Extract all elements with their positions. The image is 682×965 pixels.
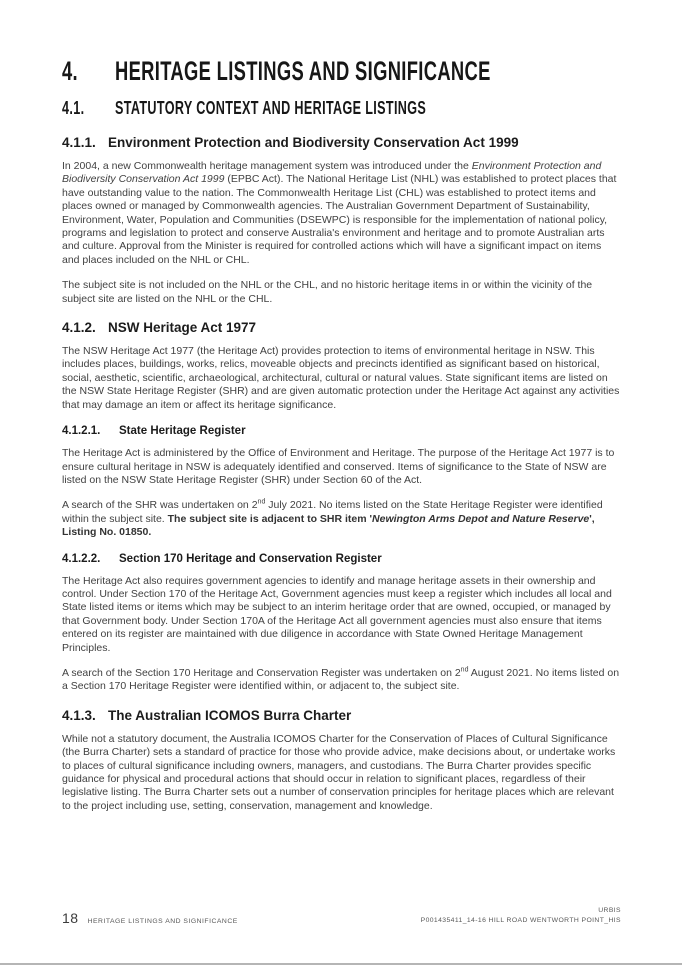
subsection-title: The Australian ICOMOS Burra Charter (108, 707, 352, 723)
subsection-number: 4.1.2.1. (62, 425, 101, 438)
italic-act-title: Environment Protection and Biodiversity Conservation Act 1999 (62, 160, 602, 186)
paragraph-413-1: While not a statutory document, the Australia ICOMOS Charter for the Conservation of Places of Cultural Significance (the Burra Charter) sets a standard of practice for those who provide advice, make decisions about, or undertake works to places of cultural significance including owners, managers, and custodians. The Burra Charter provides specific guidance for physical and procedural actions that should occur in relation to significant places, regardless of their legislative listing. The Burra Charter sets out a number of conservation principles for heritage places which are relevant to the project including use, setting, conservation, management and knowledge. (62, 732, 616, 812)
footer-right (421, 906, 621, 926)
chapter-number: 4. (62, 56, 79, 86)
footer-left (62, 910, 238, 926)
subsection-heading-4121 (62, 424, 621, 439)
subsection-heading-411 (62, 134, 621, 151)
subsection-number: 4.1.1. (62, 135, 96, 150)
subsection-number: 4.1.2. (62, 320, 96, 336)
ordinal-superscript: nd (257, 498, 266, 506)
subsection-number: 4.1.2.2. (62, 552, 101, 565)
bold-statement: The subject site is adjacent to SHR item 'Newington Arms Depot and Nature Reserve', Listing No. 01850. (62, 512, 595, 539)
paragraph-412-1: The NSW Heritage Act 1977 (the Heritage Act) provides protection to items of environmental heritage in NSW. This includes places, buildings, works, relics, moveable objects and precincts identified as significant based on historical, social, aesthetic, scientific, archaeological, architectural, cultural or natural values. State significant items are listed on the NSW State Heritage Register (SHR) and are given automatic protection under the Heritage Act against any activities that may damage an item or affect its heritage significance. (62, 345, 620, 411)
paragraph-411-1: In 2004, a new Commonwealth heritage management system was introduced under the Environment Protection and Biodiversity Conservation Act 1999 (EPBC Act). The National Heritage List (NHL) was established to protect places that have outstanding value to the nation. The Commonwealth Heritage List (CHL) was established to protect items and places owned or managed by Commonwealth agencies. The Australian Government Department of Sustainability, Environment, Water, Population and Communities (DSEWPC) is responsible for the implementation of national policy, programs and legislation to protect and conserve Australia's environment and heritage and to promote Australian arts and culture. Approval from the Minister is required for controlled actions which will have a significant impact on items and places included on the NHL or CHL. (62, 160, 617, 266)
subsection-heading-413 (62, 707, 621, 724)
shr-item-name: Newington Arms Depot and Nature Reserve (372, 512, 590, 525)
subsection-number: 4.1.3. (62, 707, 96, 723)
subsection-title: NSW Heritage Act 1977 (108, 320, 257, 336)
page-footer (62, 906, 621, 926)
page-content (62, 56, 621, 825)
ordinal-superscript: nd (460, 666, 469, 674)
chapter-heading (62, 56, 621, 91)
paragraph-411-2: The subject site is not included on the NHL or the CHL, and no historic heritage items in or within the vicinity of the subject site are listed on the NHL or the CHL. (62, 279, 593, 305)
paragraph-4121-1: The Heritage Act is administered by the Office of Environment and Heritage. The purpose of the Heritage Act 1977 is to ensure cultural heritage in NSW is adequately identified and conserved. Items of significance to the State of NSW are listed on the NSW State Heritage Register (SHR) under Section 60 of the Act. (62, 447, 615, 486)
page-number: 18 (62, 910, 79, 926)
subsection-heading-412 (62, 319, 621, 336)
chapter-title: HERITAGE LISTINGS AND SIGNIFICANCE (115, 56, 491, 86)
section-number: 4.1. (62, 98, 85, 118)
paragraph-4122-2: A search of the Section 170 Heritage and Conservation Register was undertaken on 2nd August 2021. No items listed on a Section 170 Heritage Register were identified within, or adjacent to, the subject site. (62, 666, 620, 693)
paragraph-4122-1: The Heritage Act also requires government agencies to identify and manage heritage assets in their ownership and control. Under Section 170 of the Heritage Act, Government agencies must keep a register which includes all local and State listed items or items which may be subject to an interim heritage order that are owned, occupied, or managed by that Government body. Under Section 170A of the Heritage Act all government agencies must also ensure that items entered on its register are maintained with due diligence in accordance with State Owned Heritage Management Principles. (62, 574, 612, 654)
footer-section-label: HERITAGE LISTINGS AND SIGNIFICANCE (87, 918, 238, 925)
footer-brand: URBIS (598, 907, 621, 914)
subsection-heading-4122 (62, 552, 621, 567)
section-title: STATUTORY CONTEXT AND HERITAGE LISTINGS (115, 98, 427, 118)
subsection-title: State Heritage Register (119, 425, 246, 438)
paragraph-4121-2: A search of the SHR was undertaken on 2nd July 2021. No items listed on the State Heritage Register were identified within the subject site. The subject site is adjacent to SHR item 'Newington Arms Depot and Nature Reserve', Listing No. 01850. (62, 498, 603, 539)
subsection-title: Section 170 Heritage and Conservation Register (119, 552, 382, 565)
footer-doc-ref: P001435411_14-16 HILL ROAD WENTWORTH POINT_HIS (420, 917, 621, 924)
subsection-title: Environment Protection and Biodiversity Conservation Act 1999 (108, 135, 519, 150)
section-heading (62, 97, 621, 121)
